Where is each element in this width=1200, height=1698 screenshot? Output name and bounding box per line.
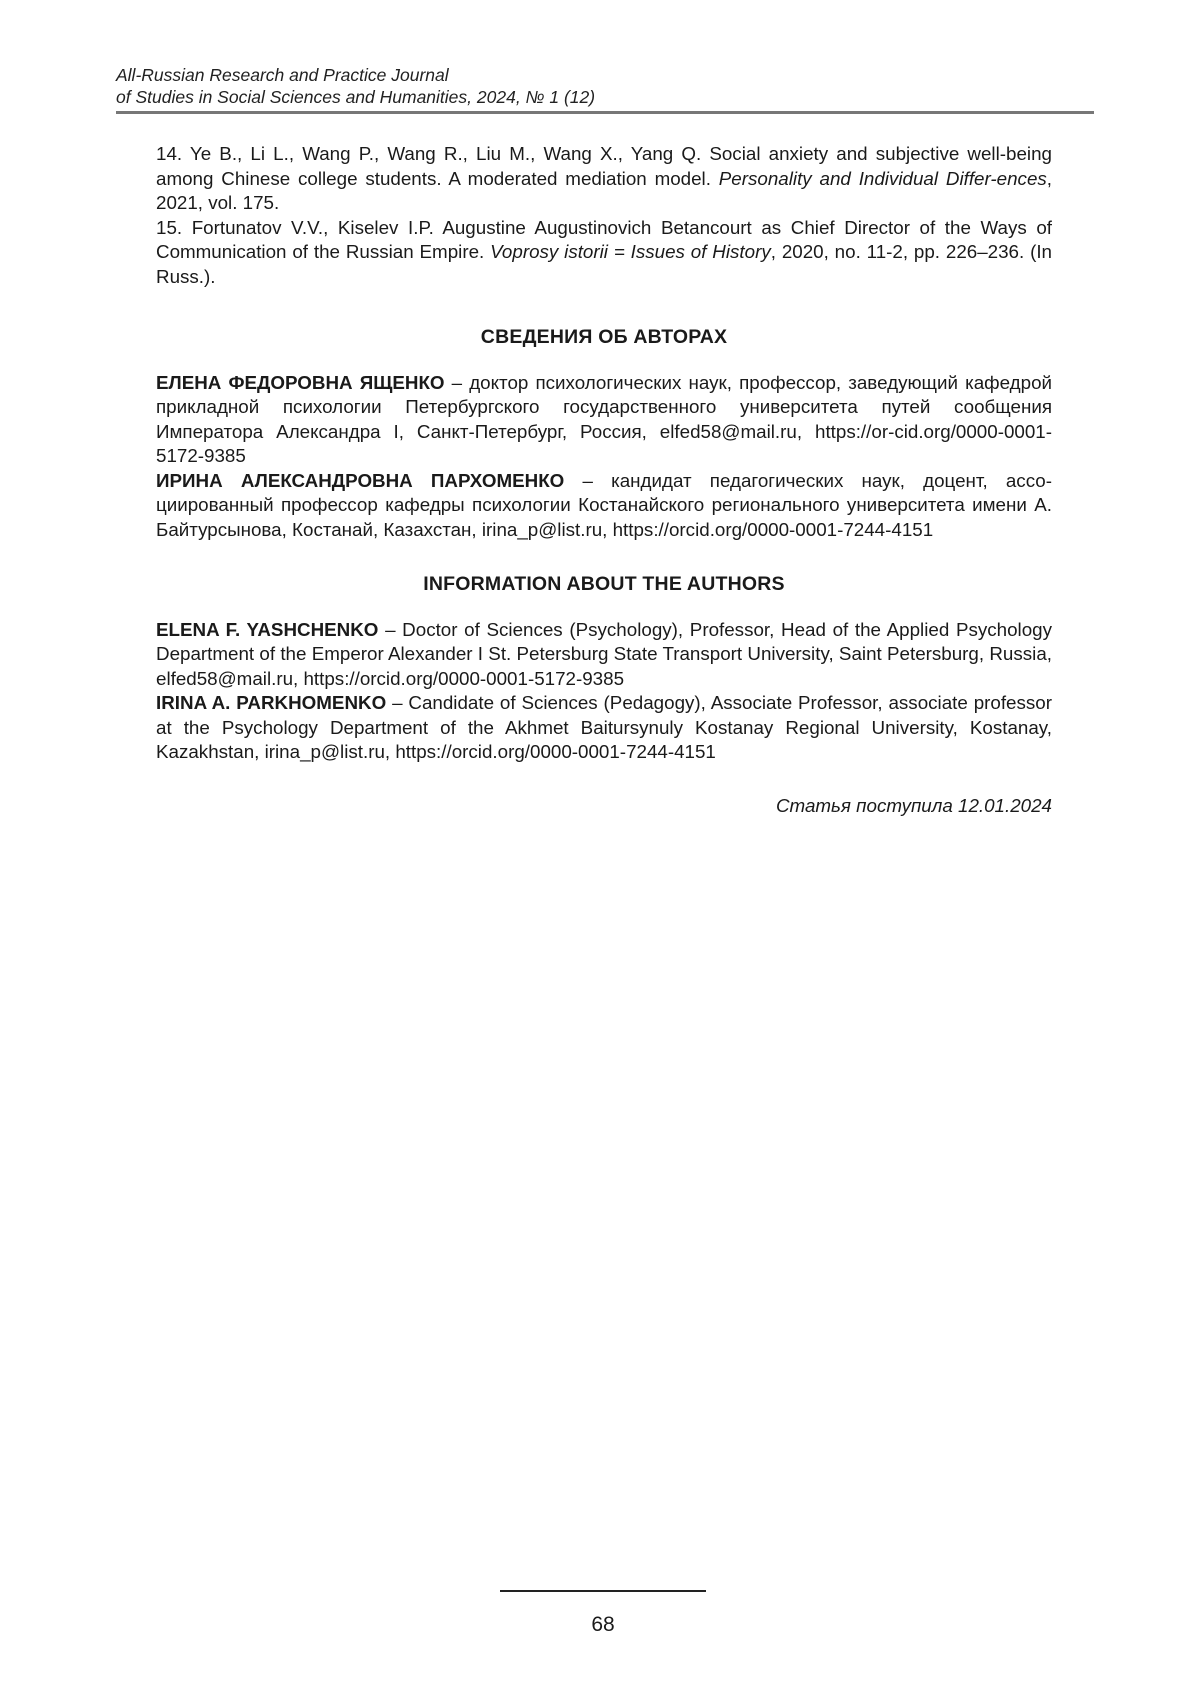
author-entry xyxy=(156,618,1052,692)
reference-details: , 2021, vol. 175. xyxy=(156,167,1052,213)
reference-text: 15. Fortunatov V.V., Kiselev I.P. Augustine Augustinovich Betancourt as Chief Director of the Ways of Communication of the Russian Empire. xyxy=(156,216,1052,262)
reference-source: Personality and Individual Differ-ences xyxy=(718,167,1047,189)
author-name: ЕЛЕНА ФЕДОРОВНА ЯЩЕНКО xyxy=(156,371,445,393)
author-info: – Candidate of Sciences (Pedagogy), Associate Professor, associate professor at the Psychology Department of the Akhmet Baitursynuly Kostanay Regional University, Kostanay, Kazakhstan, irina_p@list.ru, https://orcid.org/0000-0001-7244-4151 xyxy=(156,692,1052,762)
footer-divider xyxy=(500,1590,706,1592)
reference-details: , 2020, no. 11-2, pp. 226–236. (In Russ.). xyxy=(156,241,1052,287)
header-divider xyxy=(116,111,1094,114)
authors-heading-ru: СВЕДЕНИЯ ОБ АВТОРАХ xyxy=(480,326,728,348)
reference-item xyxy=(156,216,1052,290)
author-info: – Doctor of Sciences (Psychology), Professor, Head of the Applied Psychology Department of the Emperor Alexander I St. Petersburg State Transport University, Saint Petersburg, Russia, elfed58@mail.ru, https://orcid.org/0000-0001-5172-9385 xyxy=(156,618,1052,689)
received-date: Статья поступила 12.01.2024 xyxy=(775,794,1052,816)
running-header xyxy=(116,64,1094,108)
author-info: – кандидат педагогических наук, доцент, ассо-циированный профессор кафедры психологии Костанайского регионального университета имени А. Байтурсынова, Костанай, Казахстан, irina_p@list.ru, https://orcid.org/0000-0001-7244-4151 xyxy=(156,469,1052,540)
journal-title-line-2: of Studies in Social Sciences and Humanities, 2024, № 1 (12) xyxy=(116,87,596,107)
authors-list-en xyxy=(156,618,1052,765)
journal-title-line-1: All-Russian Research and Practice Journal xyxy=(116,65,449,85)
author-entry xyxy=(156,691,1052,765)
reference-source: Voprosy istorii = Issues of History xyxy=(490,241,771,262)
author-name: ИРИНА АЛЕКСАНДРОВНА ПАРХОМЕНКО xyxy=(156,469,565,491)
authors-heading-en: INFORMATION ABOUT THE AUTHORS xyxy=(423,573,785,595)
author-info: – доктор психологических наук, профессор, заведующий кафедрой прикладной психологии Петербургского государственного университета путей сообщения Императора Александра I, Санкт-Петербург, Россия, elfed58@mail.ru, https://or-cid.org/0000-0001-5172-9385 xyxy=(156,371,1053,466)
page-body xyxy=(156,142,1052,818)
author-name: IRINA A. PARKHOMENKO xyxy=(156,692,387,713)
reference-list xyxy=(156,142,1052,289)
reference-item xyxy=(156,142,1052,216)
page-number: 68 xyxy=(591,1613,615,1636)
authors-list-ru xyxy=(156,371,1052,543)
author-entry xyxy=(156,469,1052,543)
author-entry xyxy=(156,371,1052,469)
author-name: ELENA F. YASHCHENKO xyxy=(156,618,379,640)
reference-text: 14. Ye B., Li L., Wang P., Wang R., Liu M., Wang X., Yang Q. Social anxiety and subjective well-being among Chinese college students. A moderated mediation model. xyxy=(156,143,1052,189)
